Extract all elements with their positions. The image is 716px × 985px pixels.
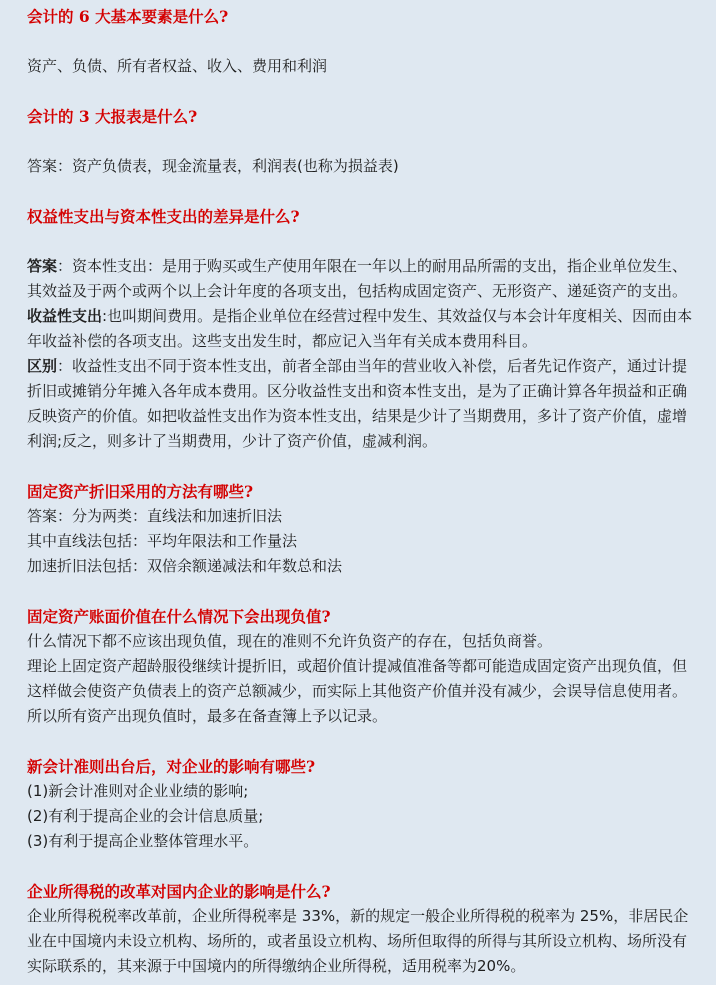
revenue-expenditure-paragraph bbox=[27, 304, 698, 354]
list-item: (1)新会计准则对企业业绩的影响; bbox=[27, 782, 249, 800]
answer-paragraph bbox=[27, 254, 698, 304]
answer-paragraph: 企业所得税税率改革前，企业所得税率是 33%，新的规定一般企业所得税的税率为 25%，非居民企业在中国境内未设立机构、场所的，或者虽设立机构、场所但取得的所得与其所设立机构、场所没有实际联系的，其来源于中国境内的所得缴纳企业所得税，适用税率为20%。 bbox=[27, 907, 689, 975]
difference-paragraph bbox=[27, 354, 698, 454]
paragraph-text: 收益性支出不同于资本性支出，前者全部由当年的营业收入补偿，后者先记作资产，通过计提折旧或摊销分年摊入各年成本费用。区分收益性支出和资本性支出，是为了正确计算各年损益和正确反映资产的价值。如把收益性支出作为资本性支出，结果是少计了当期费用，多计了资产价值，虚增利润;反之，则多计了当期费用，少计了资产价值，虚减利润。 bbox=[27, 357, 688, 450]
answer-line: 答案：资产负债表，现金流量表，利润表(也称为损益表) bbox=[27, 157, 399, 175]
question-heading: 新会计准则出台后，对企业的影响有哪些? bbox=[27, 757, 316, 776]
answer-line: 答案：分为两类：直线法和加速折旧法 bbox=[27, 507, 283, 525]
list-item: (3)有利于提高企业整体管理水平。 bbox=[27, 832, 259, 850]
answer-line: 什么情况下都不应该出现负值，现在的准则不允许负资产的存在，包括负商誉。 bbox=[27, 632, 553, 650]
answer-label: 答案 bbox=[27, 257, 58, 275]
revenue-expenditure-label: 收益性支出 bbox=[27, 307, 103, 325]
difference-label: 区别 bbox=[27, 357, 58, 375]
question-heading: 固定资产账面价值在什么情况下会出现负值? bbox=[27, 607, 331, 626]
question-heading: 固定资产折旧采用的方法有哪些? bbox=[27, 482, 254, 501]
question-heading: 会计的 3 大报表是什么? bbox=[27, 107, 198, 126]
question-heading: 企业所得税的改革对国内企业的影响是什么? bbox=[27, 882, 331, 901]
label-separator: ： bbox=[57, 357, 73, 375]
answer-line: 加速折旧法包括：双倍余额递减法和年数总和法 bbox=[27, 557, 343, 575]
answer-paragraph: 理论上固定资产超龄服役继续计提折旧，或超价值计提减值准备等都可能造成固定资产出现负值，但这样做会使资产负债表上的资产总额减少，而实际上其他资产价值并没有减少，会误导信息使用者。所以所有资产出现负值时，最多在备查簿上予以记录。 bbox=[27, 657, 688, 725]
answer-line: 其中直线法包括：平均年限法和工作量法 bbox=[27, 532, 298, 550]
question-heading: 会计的 6 大基本要素是什么? bbox=[27, 7, 229, 26]
question-heading: 权益性支出与资本性支出的差异是什么? bbox=[27, 207, 300, 226]
paragraph-text: 资本性支出：是用于购买或生产使用年限在一年以上的耐用品所需的支出，指企业单位发生、其效益及于两个或两个以上会计年度的各项支出，包括构成固定资产、无形资产、递延资产的支出。 bbox=[27, 257, 688, 300]
label-separator: : bbox=[102, 307, 108, 325]
list-item: (2)有利于提高企业的会计信息质量; bbox=[27, 807, 264, 825]
label-separator: ： bbox=[57, 257, 73, 275]
paragraph-text: 也叫期间费用。是指企业单位在经营过程中发生、其效益仅与本会计年度相关、因而由本年收益补偿的各项支出。这些支出发生时，都应记入当年有关成本费用科目。 bbox=[27, 307, 693, 350]
answer-line: 资产、负债、所有者权益、收入、费用和利润 bbox=[27, 57, 328, 75]
